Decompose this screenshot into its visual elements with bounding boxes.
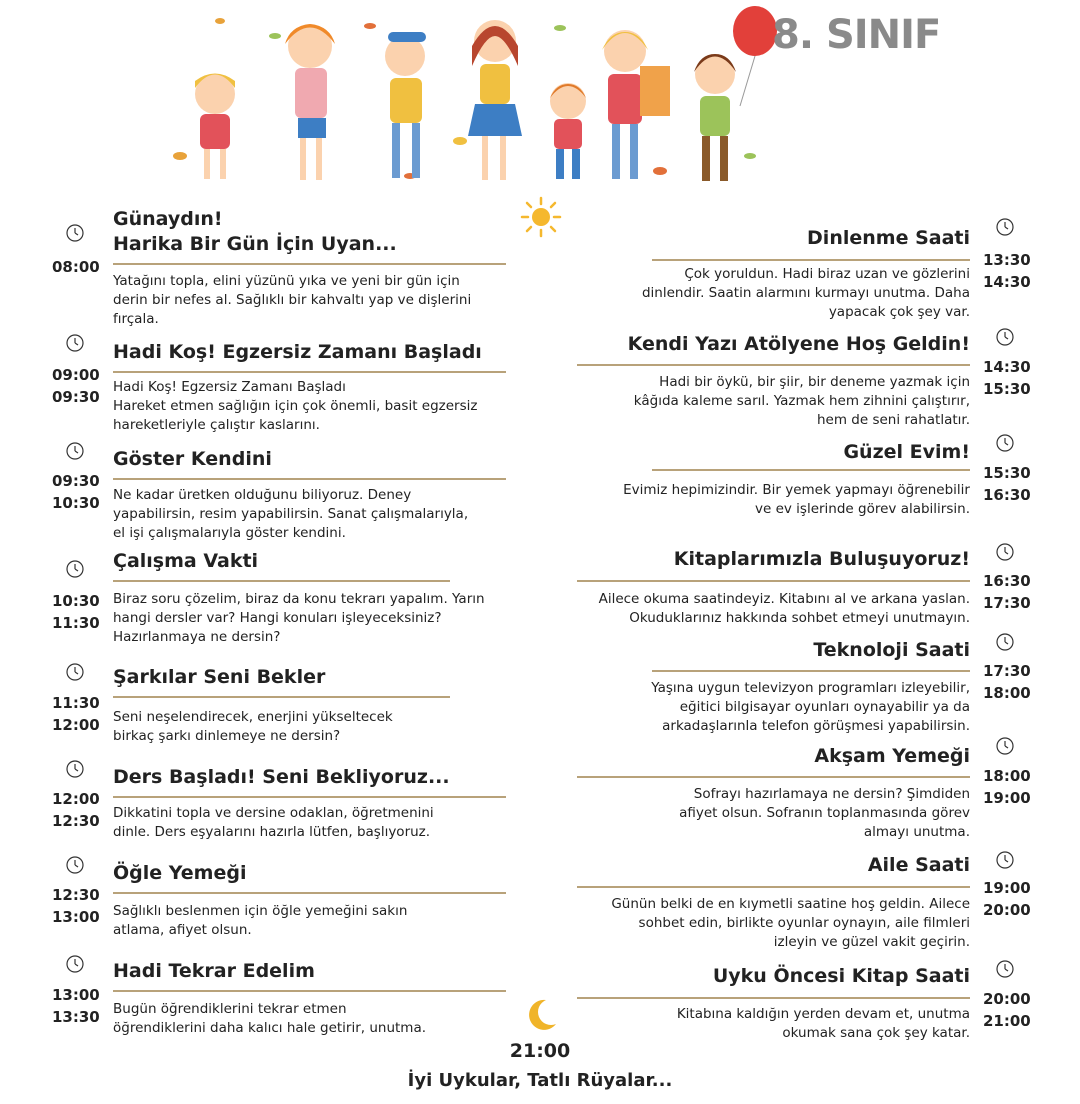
activity-title-line: Güzel Evim!: [843, 441, 970, 463]
activity-title: [113, 447, 272, 472]
clock-icon: [66, 856, 84, 874]
activity-title-line: Ders Başladı! Seni Bekliyoruz...: [113, 766, 450, 788]
description-line: yapabilirsin, resim yapabilirsin. Sanat çalışmalarıyla,: [113, 506, 469, 522]
activity-title: [113, 665, 325, 690]
description-line: Sağlıklı beslenmen için öğle yemeğini sakın: [113, 903, 408, 919]
divider-line: [652, 259, 970, 261]
activity-title-line: Harika Bir Gün İçin Uyan...: [113, 233, 397, 255]
description-line: Biraz soru çözelim, biraz da konu tekrarı yapalım. Yarın: [113, 591, 485, 607]
time-value: 08:00: [52, 258, 100, 276]
description-line: Hadi bir öykü, bir şiir, bir deneme yazmak için: [659, 374, 970, 390]
time-value: 13:00: [52, 908, 100, 926]
activity-title: [713, 964, 970, 989]
description-line: hem de seni rahatlatır.: [816, 412, 970, 428]
description-line: Seni neşelendirecek, enerjini yükseltecek: [113, 709, 393, 725]
description-line: almayı unutma.: [863, 824, 970, 840]
time-value: 13:30: [52, 1008, 100, 1026]
description-line: hangi dersler var? Hangi konuları işleyeceksiniz?: [113, 610, 442, 626]
time-range: [983, 249, 1031, 293]
activity-description: [550, 1005, 970, 1043]
time-value: 17:30: [983, 662, 1031, 680]
description-line: birkaç şarkı dinlemeye ne dersin?: [113, 728, 341, 744]
child-figure: [385, 32, 426, 178]
time-value: 09:00: [52, 366, 100, 384]
description-line: Yaşına uygun televizyon programları izleyebilir,: [651, 680, 970, 696]
description-line: sohbet edin, birlikte oyunlar oynayın, aile filmleri: [638, 915, 970, 931]
time-value: 15:30: [983, 464, 1031, 482]
time-value: 11:30: [52, 694, 100, 712]
divider-line: [577, 886, 970, 888]
clock-icon: [66, 663, 84, 681]
time-value: 16:30: [983, 572, 1031, 590]
time-range: [983, 462, 1031, 506]
description-line: Ne kadar üretken olduğunu biliyoruz. Deney: [113, 487, 412, 503]
time-range: [983, 877, 1031, 921]
clock-icon: [996, 960, 1014, 978]
time-value: 13:00: [52, 986, 100, 1004]
activity-description: [550, 895, 970, 952]
description-line: afiyet olsun. Sofranın toplanmasında görev: [679, 805, 970, 821]
description-line: hareketleriyle çalıştır kaslarını.: [113, 417, 320, 433]
time-range: [52, 692, 100, 736]
clock-icon: [66, 442, 84, 460]
divider-line: [113, 580, 450, 582]
activity-description: [113, 804, 513, 842]
sun-icon: [520, 196, 562, 238]
activity-description: [550, 265, 970, 322]
description-line: izleyin ve güzel vakit geçirin.: [773, 934, 970, 950]
activity-title-line: Çalışma Vakti: [113, 550, 259, 572]
time-range: [52, 590, 100, 634]
time-range: [983, 765, 1031, 809]
activity-title: [113, 340, 482, 365]
clock-icon: [66, 334, 84, 352]
time-value: 20:00: [983, 901, 1031, 919]
description-line: Yatağını topla, elini yüzünü yıka ve yeni bir gün için: [113, 273, 460, 289]
activity-description: [550, 481, 970, 519]
divider-line: [113, 892, 506, 894]
divider-line: [577, 580, 970, 582]
clock-icon: [996, 328, 1014, 346]
clock-icon: [66, 955, 84, 973]
description-line: yapacak çok şey var.: [828, 304, 970, 320]
activity-title: [113, 959, 315, 984]
activity-description: [113, 708, 513, 746]
time-range: [983, 356, 1031, 400]
description-line: kâğıda kaleme sarıl. Yazmak hem zihnini çalıştırır,: [633, 393, 970, 409]
description-line: Hadi Koş! Egzersiz Zamanı Başladı: [113, 379, 346, 395]
time-value: 09:30: [52, 472, 100, 490]
activity-title-line: Uyku Öncesi Kitap Saati: [712, 965, 970, 987]
time-value: 12:00: [52, 716, 100, 734]
description-line: Çok yoruldun. Hadi biraz uzan ve gözlerini: [684, 266, 970, 282]
activity-title-line: Dinlenme Saati: [807, 227, 970, 249]
description-line: dinle. Ders eşyalarını hazırla lütfen, başlıyoruz.: [113, 824, 431, 840]
divider-line: [113, 478, 506, 480]
activity-title: [814, 744, 970, 769]
child-figure: [694, 54, 736, 181]
clock-icon: [996, 218, 1014, 236]
child-figure: [602, 30, 670, 179]
time-range: [983, 570, 1031, 614]
description-line: Hazırlanmaya ne dersin?: [113, 629, 281, 645]
divider-line: [652, 469, 970, 471]
time-value: 19:00: [983, 789, 1031, 807]
time-range: [52, 364, 100, 408]
clock-icon: [996, 737, 1014, 755]
divider-line: [113, 990, 506, 992]
time-value: 14:30: [983, 358, 1031, 376]
balloon: [733, 6, 777, 106]
activity-title-line: Akşam Yemeği: [814, 745, 970, 767]
activity-title: [113, 549, 258, 574]
time-range: [52, 984, 100, 1028]
divider-line: [113, 696, 450, 698]
description-line: okumak sana çok şey katar.: [782, 1025, 970, 1041]
activity-description: [550, 373, 970, 430]
description-line: Bugün öğrendiklerini tekrar etmen: [113, 1001, 347, 1017]
description-line: Sofrayı hazırlamaya ne dersin? Şimdiden: [693, 786, 970, 802]
child-figure: [195, 74, 235, 180]
activity-title: [674, 547, 970, 572]
time-range: [52, 256, 100, 278]
time-value: 12:30: [52, 812, 100, 830]
child-figure: [285, 24, 335, 180]
divider-line: [577, 364, 970, 366]
activity-description: [113, 272, 513, 329]
description-line: Dikkatini topla ve dersine odaklan, öğretmenini: [113, 805, 434, 821]
divider-line: [113, 263, 506, 265]
description-line: atlama, afiyet olsun.: [113, 922, 252, 938]
description-line: Evimiz hepimizindir. Bir yemek yapmayı öğrenebilir: [623, 482, 970, 498]
activity-title: [843, 440, 970, 465]
clock-icon: [66, 560, 84, 578]
activity-title-line: Göster Kendini: [113, 448, 272, 470]
good-night-text: İyi Uykular, Tatlı Rüyalar...: [407, 1070, 673, 1091]
time-value: 12:30: [52, 886, 100, 904]
description-line: Hareket etmen sağlığın için çok önemli, basit egzersiz: [113, 398, 478, 414]
activity-description: [113, 486, 513, 543]
time-value: 20:00: [983, 990, 1031, 1008]
clock-icon: [996, 434, 1014, 452]
time-value: 14:30: [983, 273, 1031, 291]
activity-title: [868, 853, 970, 878]
description-line: eğitici bilgisayar oyunları oynayabilir ya da: [679, 699, 970, 715]
clock-icon: [996, 633, 1014, 651]
time-range: [983, 988, 1031, 1032]
activity-description: [550, 785, 970, 842]
divider-line: [652, 670, 970, 672]
time-value: 21:00: [983, 1012, 1031, 1030]
clock-icon: [66, 760, 84, 778]
time-value: 15:30: [983, 380, 1031, 398]
child-figure: [468, 20, 522, 180]
children-illustration: [160, 6, 780, 191]
divider-line: [577, 997, 970, 999]
time-range: [52, 788, 100, 832]
activity-description: [550, 590, 970, 628]
time-value: 19:00: [983, 879, 1031, 897]
description-line: Ailece okuma saatindeyiz. Kitabını al ve arkana yaslan.: [598, 591, 970, 607]
activity-title-line: Aile Saati: [867, 854, 970, 876]
activity-title: [628, 332, 970, 357]
activity-title: [113, 765, 450, 790]
bedtime: 21:00: [509, 1040, 571, 1062]
description-line: Günün belki de en kıymetli saatine hoş geldin. Ailece: [611, 896, 970, 912]
time-value: 16:30: [983, 486, 1031, 504]
time-value: 18:00: [983, 684, 1031, 702]
activity-description: [113, 902, 513, 940]
activity-title-line: Şarkılar Seni Bekler: [113, 666, 326, 688]
description-line: Okuduklarınız hakkında sohbet etmeyi unutmayın.: [629, 610, 970, 626]
description-line: öğrendiklerini daha kalıcı hale getirir, unutma.: [113, 1020, 427, 1036]
time-value: 11:30: [52, 614, 100, 632]
time-value: 09:30: [52, 388, 100, 406]
description-line: dinlendir. Saatin alarmını kurmayı unutma. Daha: [641, 285, 970, 301]
activity-title: [807, 226, 970, 251]
description-line: fırçala.: [113, 311, 159, 327]
divider-line: [577, 776, 970, 778]
activity-title: [113, 207, 397, 257]
activity-title-line: Öğle Yemeği: [113, 862, 247, 884]
time-value: 12:00: [52, 790, 100, 808]
time-value: 10:30: [52, 592, 100, 610]
description-line: ve ev işlerinde görev alabilirsin.: [754, 501, 970, 517]
activity-description: [550, 679, 970, 736]
grade-title: 8. SINIF: [772, 12, 941, 58]
time-range: [52, 470, 100, 514]
time-range: [983, 660, 1031, 704]
time-range: [52, 884, 100, 928]
divider-line: [113, 796, 506, 798]
divider-line: [113, 371, 506, 373]
activity-title-line: Teknoloji Saati: [813, 639, 970, 661]
description-line: el işi çalışmalarıyla göster kendini.: [113, 525, 346, 541]
description-line: arkadaşlarınla telefon görüşmesi yapabilirsin.: [662, 718, 970, 734]
activity-description: [113, 378, 513, 435]
activity-description: [113, 1000, 513, 1038]
clock-icon: [66, 224, 84, 242]
activity-title: [813, 638, 970, 663]
description-line: Kitabına kaldığın yerden devam et, unutma: [676, 1006, 970, 1022]
activity-title-line: Hadi Koş! Egzersiz Zamanı Başladı: [113, 341, 482, 363]
description-line: derin bir nefes al. Sağlıklı bir kahvaltı yap ve dişlerini: [113, 292, 472, 308]
clock-icon: [996, 851, 1014, 869]
time-value: 18:00: [983, 767, 1031, 785]
child-figure: [550, 83, 586, 179]
activity-title-line: Kitaplarımızla Buluşuyoruz!: [673, 548, 970, 570]
activity-description: [113, 590, 513, 647]
clock-icon: [996, 543, 1014, 561]
activity-title-line: Günaydın!: [113, 208, 223, 230]
time-value: 13:30: [983, 251, 1031, 269]
time-value: 17:30: [983, 594, 1031, 612]
time-value: 10:30: [52, 494, 100, 512]
activity-title-line: Kendi Yazı Atölyene Hoş Geldin!: [627, 333, 970, 355]
activity-title: [113, 861, 246, 886]
activity-title-line: Hadi Tekrar Edelim: [113, 960, 315, 982]
